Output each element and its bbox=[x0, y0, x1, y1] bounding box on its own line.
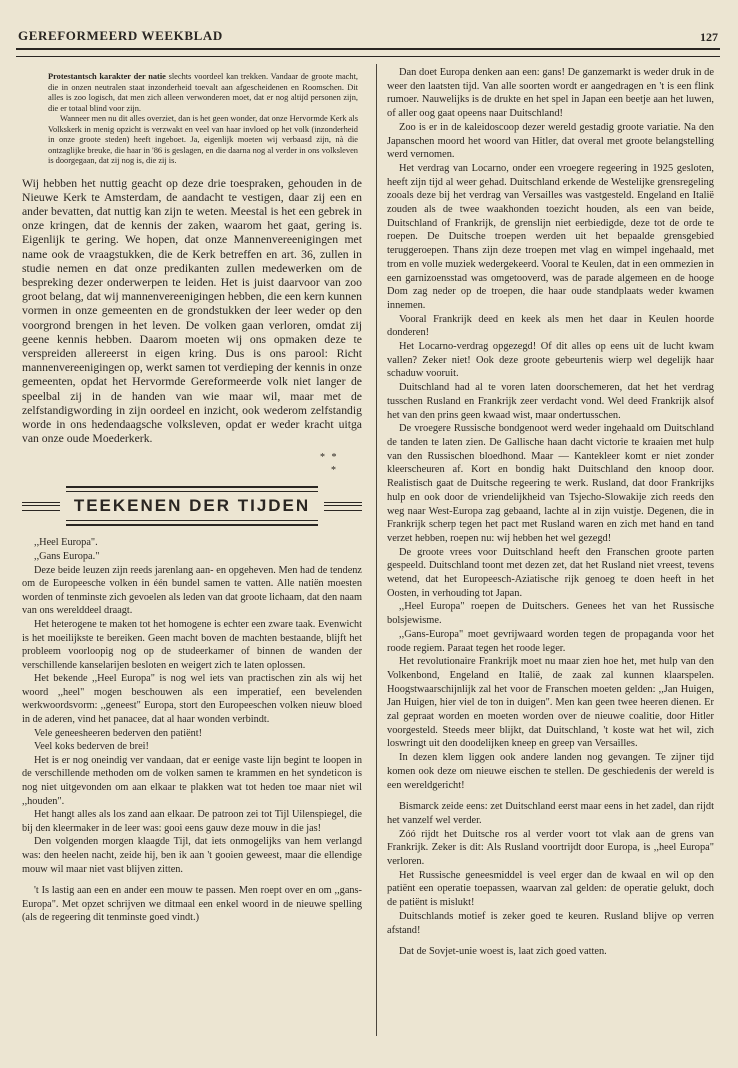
article-paragraph: De groote vrees voor Duitschland heeft den Franschen groote parten gespeeld. Duitschland toont met dezen zet, dat het Rusland niet vreest, tevens wetend, dat het Europeesch-Aziatische rijk genoeg te doen heeft in het Oosten, in verhouding tot Japan. bbox=[387, 546, 714, 599]
article-paragraph: ,,Gans Europa." bbox=[34, 550, 100, 562]
article-paragraph: Veel koks bederven de brei! bbox=[34, 741, 149, 753]
article-paragraph: Wij hebben het nuttig geacht op deze drie toespraken, gehouden in de Nieuwe Kerk te Amsterdam, de aandacht te vestigen, daar zij een en ander bevatten, dat nuttig kan zijn te weten. Meestal is het een gebrek in onze kringen, dat de kennis der zaken, waarom het gaat, gering is. Eigenlijk te gering. We hopen, dat onze Mannenvereenigingen met name ook de vraagstukken, die de Kerk betreffen en art. 36, zullen in studie nemen en dat onze predikanten zullen medewerken om de bespreking dezer onderwerpen te leiden. Het is juist daarvoor van zoo groot belang, dat wij mannenvereenigingen hebben, die een kern kunnen vormen in onze gemeenten en de grondstukken der leer weder op den voorgrond brengen in het leven. De volken gaan verloren, omdat zij geene kennis hebben. Daarom moeten wij ons opmaken deze te verspreiden allereerst in eigen kring. Dus is ons parool: Richt mannenvereenigingen op, werkt samen tot verdieping der kennis in onze gemeenten, opdat het Hervormde Gereformeerde volk niet langer de speelbal zij in de handen van wie maar wil, maar met de zelfstandigwording in zijn oordeel en inzicht, ook wederom zelfstandig worde in ons hedendaagsche volksleven, opdat er weder kracht uitga van onze oude Moederkerk. bbox=[22, 176, 362, 446]
article-paragraph: Het heterogene te maken tot het homogene is echter een zware taak. Evenwicht is het moeilijkste te bereiken. Geen macht boven de machten bestaande, blijft het probleem voorloopig nog op de studeerkamer of binnen de wanden der verschillende kanselarijen besloten en weigert zich te laten oplossen. bbox=[22, 618, 362, 671]
article-paragraph: Dat de Sovjet-unie woest is, laat zich goed vatten. bbox=[399, 946, 607, 958]
article-paragraph: Het bekende ,,Heel Europa" is nog wel iets van practischen zin als wij het woord ,,heel" mogen beschouwen als een imperatief, een bevelenden werkwoordsvorm: ,,geneest" Europa, stort den Europeeschen volken nieuw bloed in de aderen, vind het panacee, dat al haar wonden verbindt. bbox=[22, 673, 362, 726]
article-paragraph: Het revolutionaire Frankrijk moet nu maar zien hoe het, met hulp van den Volkenbond, Engeland en Italië, de zaak zal kunnen klaarspelen. Hoogstwaarschijnlijk zal het voor de Franschen moeten gelden: ,,Jan Huigen, Jan Huigen, hier viel de ton in duigen". Men kan geen twee heeren dienen. Er zal gepraat worden en moeten worden over de nieuwe coalitie, door Hitler voorgesteld. Steeds meer blijkt, dat Duitschland, 't koste wat het wil, zich loswringt uit den doodelijken kneep en greep van Versailles. bbox=[387, 656, 714, 750]
left-column bbox=[22, 66, 362, 925]
article-paragraph: Duitschlands motief is zeker goed te keuren. Rusland blijve op verren afstand! bbox=[387, 910, 714, 936]
article-paragraph: Zoo is er in de kaleidoscoop dezer wereld gestadig groote variatie. Na den Japanschen moord het woord van Hitler, dat overal met groote belangstelling werd vernomen. bbox=[387, 121, 714, 161]
article-paragraph: Het is er nog oneindig ver vandaan, dat er eenige vaste lijn begint te loopen in de verschillende methoden om de volken samen te krammen en het syndeticon is nog niet uitgevonden om aan elkaar te plakken wat tot heden toe maar niet wil ,,houden". bbox=[22, 754, 362, 807]
column-divider bbox=[376, 64, 377, 1036]
article-paragraph: Bismarck zeide eens: zet Duitschland eerst maar eens in het zadel, dan rijdt het vanzelf wel verder. bbox=[387, 801, 714, 826]
article-paragraph: Duitschland had al te voren laten doorschemeren, dat het het verdrag tusschen Rusland en Frankrijk zeer verdacht vond. Wel deed Frankrijk alsof het van den prins geen kwaad wist, maar ondertusschen. bbox=[387, 382, 714, 421]
article-paragraph: ,,Heel Europa". bbox=[34, 537, 98, 549]
article-paragraph: Dan doet Europa denken aan een: gans! De ganzemarkt is weder druk in de weer den laatsten tijd. Van alle soorten wordt er aangedragen en 't is een flink rumoer. Nauwelijks is de drukte en het spel in Japan een beetje aan het luwen, of aller oog gaat opeens naar Duitschland! bbox=[387, 67, 714, 120]
note-lead: Protestantsch karakter der natie bbox=[48, 72, 166, 81]
page-number: 127 bbox=[700, 30, 718, 44]
article-paragraph: ,,Heel Europa" roepen de Duitschers. Genees het van het Russische bolsjewisme. bbox=[387, 601, 714, 627]
article-paragraph: 't Is lastig aan een en ander een mouw te passen. Men roept over en om ,,gans-Europa". Met opzet schrijven we ditmaal een enkel woord in de nieuwe spelling (als de regeering dit tenminste goed vindt.) bbox=[22, 885, 362, 924]
note-paragraph: Wanneer men nu dit alles overziet, dan is het geen wonder, dat onze Hervormde Kerk als Volkskerk in menig opzicht is verzwakt en veel van haar invloed op het volk (inzonderheid in onze groote steden) heeft ingeboet. Ja, eigenlijk moeten wij verbaasd zijn, nà die ontzaglijke breuke, die haar in '86 is geslagen, en die daarna nog al verder in ons volksleven is doorgegaan, dat zij nog is, die zij is. bbox=[48, 114, 358, 165]
article-paragraph: De vroegere Russische bondgenoot werd weder ingehaald om Duitschland de tanden te laten zien. De Gallische haan dacht victorie te kraaien met hulp van den Russischen bloedhond. Maar — Kantekleer komt er niet zonder kleerscheuren af. Kort en bondig hakt Duitschland den knoop door. Realistisch gaat de Duitsche regeering te werk. Rusland, dat door Frankrijks hulp en ook door de vriendelijkheid van Tsjecho-Slowakije zich reeds den weg naar West-Europa zag gebaand, lachte al in zijn vuistje. Degenen, die in Frankrijk scherp tegen het pact met Rusland waren en zich met hand en tand verzet hebben, roepen nu: wij hebben het wel gezegd! bbox=[387, 423, 714, 544]
article-paragraph: Het verdrag van Locarno, onder een vroegere regeering in 1925 gesloten, heeft zijn tijd al weer gehad. Duitschland erkende de Westelijke grensregeling zooals deze bij het verdrag van Versailles was vastgesteld. Engeland en Italië zouden als de twee waakhonden toezicht houden, als een van beide, Duitschland of Frankrijk, de grenslijn niet eerbiedigde, deze tot de orde te roepen. De Duitsche troepen werden uit het bepaalde grensgebied teruggeroepen. Thans zijn deze troepen met vlag en wimpel ingehaald, met trom en volle muziek wedergekeerd. Vooral te Keulen, dat in een ommezien in een garnizoensstad was omgetooverd, was de parade algemeen en de hooge Dom zag neder op de troepen, die haar oude standplaats weder kwamen innemen. bbox=[387, 162, 714, 311]
article-paragraph: Het Locarno-verdrag opgezegd! Of dit alles op eens uit de lucht kwam vallen? Zeker niet! Ook deze groote gebeurtenis wierp wel degelijk haar schaduw vooruit. bbox=[387, 341, 714, 380]
article-paragraph: Het hangt alles als los zand aan elkaar. De patroon zei tot Tijl Uilenspiegel, die bij den kleermaker in de leer was: gooi eens gauw deze mouw in die jas! bbox=[22, 809, 362, 834]
article-paragraph: Vooral Frankrijk deed en keek als men het daar in Keulen hoorde donderen! bbox=[387, 313, 714, 339]
article-paragraph: Zóó rijdt het Duitsche ros al verder voort tot vlak aan de grens van Frankrijk. Zeker is dit: Als Rusland voortrijdt door Europa, is ,,heel Europa" verloren. bbox=[387, 828, 714, 868]
page-header bbox=[16, 26, 720, 50]
section-title: TEEKENEN DER TIJDEN bbox=[73, 496, 311, 516]
right-column bbox=[387, 66, 714, 959]
article-paragraph: Deze beide leuzen zijn reeds jarenlang aan- en opgeheven. Men had de tendenz om de Europeesche volken in één bundel samen te vatten. Alle natiën moesten worden of tenminste zich gevoelen als leden van dat groote lichaam, dat den naam van ons werelddeel draagt. bbox=[22, 564, 362, 617]
journal-title: GEREFORMEERD WEEKBLAD bbox=[18, 28, 223, 43]
article-paragraph: ,,Gans-Europa" moet gevrijwaard worden tegen de propaganda voor het roode regiem. Paraat tegen het roode leger. bbox=[387, 628, 714, 654]
article-paragraph: Het Russische geneesmiddel is veel erger dan de kwaal en wil op den patiënt een operatie toepassen, waarvan zal gelden: de operatie gelukt, doch de patiënt is mislukt! bbox=[387, 869, 714, 909]
separator-stars: * * * bbox=[320, 452, 339, 477]
article-paragraph: In dezen klem liggen ook andere landen nog gevangen. Te zijner tijd komen ook deze om nieuwe eischen te stellen. De geschiedenis der wereld is een wereldgericht! bbox=[387, 752, 714, 791]
article-paragraph: Den volgenden morgen klaagde Tijl, dat iets onmogelijks van hem verlangd was: den heelen nacht, zeide hij, ben ik aan 't gooien geweest, maar die ellendige mouw wil maar niet vast blijven zitten. bbox=[22, 836, 362, 875]
quoted-note bbox=[48, 72, 358, 167]
article-paragraph: Vele geneesheeren bederven den patiënt! bbox=[34, 727, 203, 739]
section-heading bbox=[22, 486, 362, 530]
note-paragraph: Protestantsch karakter der natie slechts voordeel kan trekken. Vandaar de groote macht, die in onzen neutralen staat inzonderheid toevalt aan afgescheidenen en Roomschen. Dit alles is zoo logisch, dat men zich alleen verwonderen moet, dat er nog altijd personen zijn, die er totaal blind voor zijn. bbox=[48, 72, 358, 113]
header-rule bbox=[16, 48, 720, 57]
